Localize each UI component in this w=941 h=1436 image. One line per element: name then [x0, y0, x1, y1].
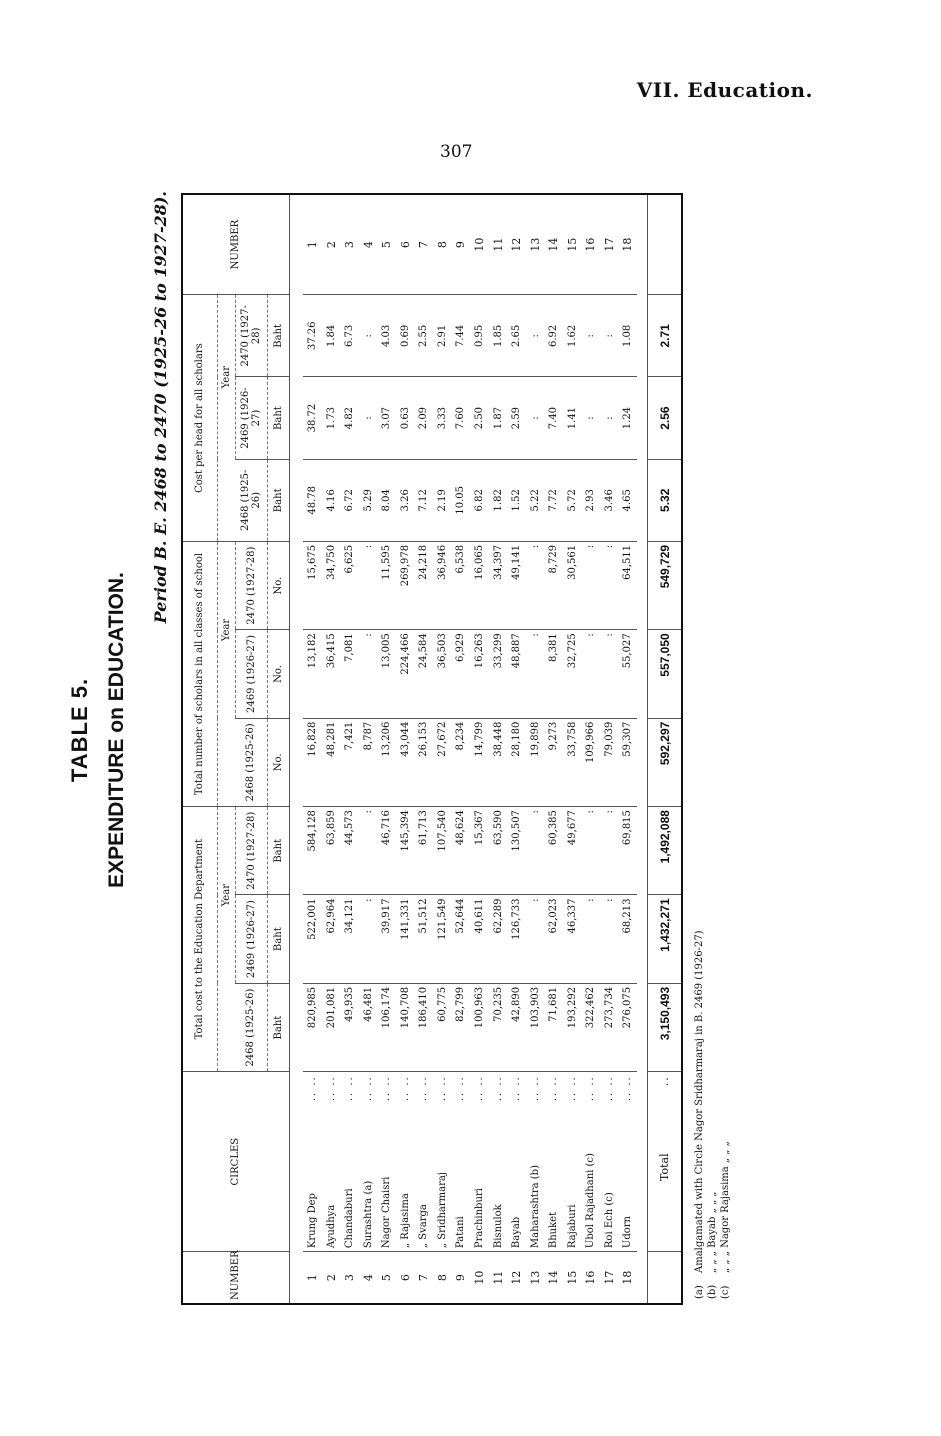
value-cell: 8.04	[378, 459, 397, 541]
value-cell: :	[600, 541, 619, 629]
table-row	[378, 195, 397, 1303]
value-cell: 1.24	[618, 377, 637, 459]
value-cell: 121,549	[433, 895, 452, 983]
value-cell: 6,929	[452, 630, 471, 718]
value-cell: 1.82	[489, 459, 508, 541]
value-cell: 5.22	[526, 459, 545, 541]
value-cell: 106,174	[378, 983, 397, 1071]
footnote-text: Amalgamated with Circle Nagor Sridharmaraj in B. 2469 (1926-27)	[694, 930, 705, 1273]
value-cell: 19,898	[526, 718, 545, 806]
value-cell: :	[359, 295, 378, 377]
value-cell: :	[359, 541, 378, 629]
total-cell: 1,492,088	[648, 807, 681, 895]
value-cell: :	[600, 295, 619, 377]
expenditure-table	[181, 193, 683, 1305]
page-number: 307	[440, 142, 473, 162]
circle-note: (c)	[585, 1153, 597, 1167]
total-number-spacer	[648, 195, 681, 295]
row-number-right: 11	[489, 195, 508, 295]
row-number-right: 13	[526, 195, 545, 295]
table-row	[544, 195, 563, 1303]
row-number-left: 10	[472, 1270, 486, 1285]
value-cell: :	[526, 295, 545, 377]
total-label: Total ..	[648, 1072, 681, 1252]
value-cell: 6.73	[340, 295, 359, 377]
unit-label: Baht	[267, 295, 289, 377]
value-cell: 140,708	[396, 983, 415, 1071]
value-cell: 16,263	[470, 630, 489, 718]
rotated-table-page	[55, 155, 815, 1305]
cost-group-header: Total cost to the Education Department	[183, 807, 217, 1072]
value-cell: 103,903	[526, 983, 545, 1071]
value-cell: 44,573	[340, 807, 359, 895]
row-number-left: 11	[491, 1270, 505, 1285]
circle-name: „ Sridharmaraj .. ..	[433, 1072, 452, 1252]
value-cell: 3.07	[378, 377, 397, 459]
circle-name: „ Svarga .. ..	[415, 1072, 434, 1252]
per-head-2468-header: 2468 (1925-26)	[235, 459, 267, 541]
value-cell: :	[581, 895, 600, 983]
total-cell: 1,432,271	[648, 895, 681, 983]
row-number-right: 7	[415, 195, 434, 295]
value-cell: 6.72	[340, 459, 359, 541]
row-number-left: 2	[324, 1274, 338, 1282]
row-number-right: 12	[507, 195, 526, 295]
value-cell: 9,273	[544, 718, 563, 806]
value-cell: 7.12	[415, 459, 434, 541]
value-cell: 1.85	[489, 295, 508, 377]
value-cell: 130,507	[507, 807, 526, 895]
value-cell: 1.62	[563, 295, 582, 377]
row-number-right: 9	[452, 195, 471, 295]
value-cell: 3.46	[600, 459, 619, 541]
total-cell: 557,050	[648, 630, 681, 718]
value-cell: 2.65	[507, 295, 526, 377]
total-row	[648, 195, 681, 1303]
value-cell: 6.92	[544, 295, 563, 377]
value-cell: 7.44	[452, 295, 471, 377]
footnote	[719, 930, 732, 1299]
value-cell: 37.26	[303, 295, 322, 377]
value-cell: 55,027	[618, 630, 637, 718]
value-cell: 201,081	[322, 983, 341, 1071]
value-cell: 6,538	[452, 541, 471, 629]
table-caption: TABLE 5.	[67, 677, 92, 783]
value-cell: 64,511	[618, 541, 637, 629]
value-cell: :	[526, 541, 545, 629]
year-spacer	[217, 983, 235, 1071]
table-row	[489, 195, 508, 1303]
value-cell: 276,075	[618, 983, 637, 1071]
cost-year-header: Year	[217, 807, 235, 984]
circle-name: Chandaburi .. ..	[340, 1072, 359, 1252]
scholars-year-header: Year	[217, 541, 235, 718]
unit-label: Baht	[267, 895, 289, 983]
value-cell: 2.19	[433, 459, 452, 541]
scholars-2468-header: 2468 (1925-26)	[235, 718, 267, 806]
value-cell: 49,935	[340, 983, 359, 1071]
value-cell: 0.69	[396, 295, 415, 377]
value-cell: :	[600, 807, 619, 895]
total-cell: 592,297	[648, 718, 681, 806]
value-cell: 2.09	[415, 377, 434, 459]
value-cell: 7.72	[544, 459, 563, 541]
value-cell: 33,299	[489, 630, 508, 718]
unit-label: No.	[267, 541, 289, 629]
table-row	[433, 195, 452, 1303]
cost-2469-header: 2469 (1926-27)	[235, 895, 267, 983]
table-title: EXPENDITURE on EDUCATION.	[105, 572, 128, 888]
table-row	[618, 195, 637, 1303]
value-cell: 4.65	[618, 459, 637, 541]
circle-name: Bayab .. ..	[507, 1072, 526, 1252]
value-cell: 7.40	[544, 377, 563, 459]
table-row	[507, 195, 526, 1303]
value-cell: 38.72	[303, 377, 322, 459]
value-cell: 13,005	[378, 630, 397, 718]
value-cell: 36,415	[322, 630, 341, 718]
unit-label: Baht	[267, 807, 289, 895]
footnote-mark: (c)	[720, 1285, 731, 1299]
table-body	[289, 195, 648, 1303]
table-row	[470, 195, 489, 1303]
circle-name: Roi Ech (c) .. ..	[600, 1072, 619, 1252]
row-number-left: 12	[510, 1270, 524, 1285]
unit-label: Baht	[267, 983, 289, 1071]
value-cell: 1.52	[507, 459, 526, 541]
value-cell: 1.41	[563, 377, 582, 459]
row-number-left: 14	[547, 1270, 561, 1285]
value-cell: 13,182	[303, 630, 322, 718]
value-cell: 62,289	[489, 895, 508, 983]
year-spacer	[217, 718, 235, 806]
value-cell: 15,367	[470, 807, 489, 895]
value-cell: 1.08	[618, 295, 637, 377]
value-cell: :	[359, 895, 378, 983]
row-number-left: 7	[417, 1274, 431, 1282]
total-cell: 2.56	[648, 377, 681, 459]
value-cell: 2.59	[507, 377, 526, 459]
total-cell: 5.32	[648, 459, 681, 541]
value-cell: 70,235	[489, 983, 508, 1071]
value-cell: :	[526, 895, 545, 983]
value-cell: 2.91	[433, 295, 452, 377]
row-number-left: 13	[528, 1270, 542, 1285]
value-cell: 68,213	[618, 895, 637, 983]
value-cell: 59,307	[618, 718, 637, 806]
footnote	[693, 930, 706, 1299]
value-cell: 26,153	[415, 718, 434, 806]
table-row	[322, 195, 341, 1303]
value-cell: 522,001	[303, 895, 322, 983]
value-cell: 16,828	[303, 718, 322, 806]
value-cell: 49,141	[507, 541, 526, 629]
table-row	[600, 195, 619, 1303]
value-cell: 48,887	[507, 630, 526, 718]
value-cell: 34,397	[489, 541, 508, 629]
value-cell: 224,466	[396, 630, 415, 718]
circle-name: Ayudhya .. ..	[322, 1072, 341, 1252]
value-cell: 4.03	[378, 295, 397, 377]
value-cell: 100,963	[470, 983, 489, 1071]
number-header-right: NUMBER	[183, 195, 289, 295]
circle-name: Bhuket .. ..	[544, 1072, 563, 1252]
row-number-right: 14	[544, 195, 563, 295]
value-cell: 34,121	[340, 895, 359, 983]
row-number-right: 17	[600, 195, 619, 295]
value-cell: :	[600, 377, 619, 459]
value-cell: 5.29	[359, 459, 378, 541]
value-cell: 27,672	[433, 718, 452, 806]
circle-name: „ Rajasima .. ..	[396, 1072, 415, 1252]
value-cell: 43,044	[396, 718, 415, 806]
per-head-group-header: Cost per head for all scholars	[183, 295, 217, 542]
value-cell: 2.55	[415, 295, 434, 377]
value-cell: :	[526, 807, 545, 895]
circles-header: CIRCLES	[183, 1072, 289, 1252]
value-cell: 39,917	[378, 895, 397, 983]
footnote-text: „ „ „ Bayab „ „ „	[707, 1191, 718, 1273]
circle-name: Ubol Rajadhani (c) .. ..	[581, 1072, 600, 1252]
value-cell: 52,644	[452, 895, 471, 983]
table-row	[396, 195, 415, 1303]
value-cell: 3.26	[396, 459, 415, 541]
row-number-right: 4	[359, 195, 378, 295]
value-cell: 820,985	[303, 983, 322, 1071]
value-cell: :	[581, 630, 600, 718]
row-number-left: 6	[398, 1274, 412, 1282]
per-head-2469-header: 2469 (1926-27)	[235, 377, 267, 459]
row-number-right: 15	[563, 195, 582, 295]
value-cell: 5.72	[563, 459, 582, 541]
value-cell: 126,733	[507, 895, 526, 983]
section-heading: VII. Education.	[636, 78, 813, 102]
value-cell: 0.63	[396, 377, 415, 459]
value-cell: 82,799	[452, 983, 471, 1071]
value-cell: 32,725	[563, 630, 582, 718]
value-cell: 42,890	[507, 983, 526, 1071]
cost-2470-header: 2470 (1927-28)	[235, 807, 267, 895]
total-marker	[648, 1252, 681, 1303]
circle-name: Maharashtra (b) .. ..	[526, 1072, 545, 1252]
row-number-right: 16	[581, 195, 600, 295]
value-cell: 46,481	[359, 983, 378, 1071]
value-cell: 48.78	[303, 459, 322, 541]
value-cell: 1.84	[322, 295, 341, 377]
row-number-left: 8	[435, 1274, 449, 1282]
footnote-text: „ „ „ Nagor Rajasima „ „ „	[720, 1141, 731, 1273]
value-cell: 61,713	[415, 807, 434, 895]
value-cell: 15,675	[303, 541, 322, 629]
unit-label: Baht	[267, 459, 289, 541]
unit-label: No.	[267, 718, 289, 806]
value-cell: 30,561	[563, 541, 582, 629]
value-cell: 24,218	[415, 541, 434, 629]
value-cell: 7.60	[452, 377, 471, 459]
value-cell: :	[359, 807, 378, 895]
value-cell: 11,595	[378, 541, 397, 629]
value-cell: :	[600, 895, 619, 983]
row-number-right: 3	[340, 195, 359, 295]
value-cell: :	[600, 630, 619, 718]
value-cell: 40,611	[470, 895, 489, 983]
value-cell: 4.16	[322, 459, 341, 541]
circle-name: Surashtra (a) .. ..	[359, 1072, 378, 1252]
row-number-right: 18	[618, 195, 637, 295]
unit-label: Baht	[267, 377, 289, 459]
value-cell: 4.82	[340, 377, 359, 459]
circle-name: Rajaburi .. ..	[563, 1072, 582, 1252]
table-row	[526, 195, 545, 1303]
table-row	[303, 195, 322, 1303]
value-cell: 69,815	[618, 807, 637, 895]
row-number-right: 5	[378, 195, 397, 295]
circle-note: (c)	[603, 1192, 615, 1206]
value-cell: 584,128	[303, 807, 322, 895]
value-cell: 8,787	[359, 718, 378, 806]
row-number-left: 5	[380, 1274, 394, 1282]
value-cell: 34,750	[322, 541, 341, 629]
scholars-2469-header: 2469 (1926-27)	[235, 630, 267, 718]
table-row	[581, 195, 600, 1303]
value-cell: 322,462	[581, 983, 600, 1071]
value-cell: 186,410	[415, 983, 434, 1071]
period-heading: Period B. E. 2468 to 2470 (1925-26 to 1927-28).	[151, 191, 170, 624]
row-number-left: 18	[621, 1270, 635, 1285]
value-cell: 24,584	[415, 630, 434, 718]
table-row	[563, 195, 582, 1303]
row-number-left: 3	[343, 1274, 357, 1282]
value-cell: 62,964	[322, 895, 341, 983]
table-row	[340, 195, 359, 1303]
value-cell: 10.05	[452, 459, 471, 541]
value-cell: 145,394	[396, 807, 415, 895]
circle-note: (b)	[529, 1165, 541, 1180]
row-number-left: 1	[306, 1274, 320, 1282]
cost-2468-header: 2468 (1925-26)	[235, 983, 267, 1071]
value-cell: 1.87	[489, 377, 508, 459]
value-cell: 46,716	[378, 807, 397, 895]
value-cell: 60,775	[433, 983, 452, 1071]
value-cell: 0.95	[470, 295, 489, 377]
value-cell: 36,503	[433, 630, 452, 718]
value-cell: 63,590	[489, 807, 508, 895]
value-cell: 46,337	[563, 895, 582, 983]
value-cell: 141,331	[396, 895, 415, 983]
total-cell: 3,150,493	[648, 983, 681, 1071]
circle-name: Udorn .. ..	[618, 1072, 637, 1252]
value-cell: 273,734	[600, 983, 619, 1071]
circle-name: Bisnulok .. ..	[489, 1072, 508, 1252]
value-cell: :	[526, 377, 545, 459]
value-cell: 2.50	[470, 377, 489, 459]
row-number-right: 2	[322, 195, 341, 295]
circle-name: Nagor Chaisri .. ..	[378, 1072, 397, 1252]
value-cell: 269,978	[396, 541, 415, 629]
value-cell: 48,624	[452, 807, 471, 895]
footnote-mark: (a)	[694, 1285, 705, 1299]
value-cell: 3.33	[433, 377, 452, 459]
value-cell: :	[581, 807, 600, 895]
row-number-left: 15	[565, 1270, 579, 1285]
value-cell: 1.73	[322, 377, 341, 459]
footnote	[706, 930, 719, 1299]
value-cell: 38,448	[489, 718, 508, 806]
per-head-year-header: Year	[217, 295, 235, 459]
value-cell: :	[359, 630, 378, 718]
table-row	[359, 195, 378, 1303]
row-number-left: 4	[361, 1274, 375, 1282]
value-cell: 7,421	[340, 718, 359, 806]
table-row	[415, 195, 434, 1303]
value-cell: :	[581, 541, 600, 629]
value-cell: 8,234	[452, 718, 471, 806]
year-spacer	[217, 459, 235, 541]
footnotes	[693, 930, 732, 1299]
unit-label: No.	[267, 630, 289, 718]
row-number-right: 1	[303, 195, 322, 295]
value-cell: 60,385	[544, 807, 563, 895]
value-cell: 33,758	[563, 718, 582, 806]
value-cell: 28,180	[507, 718, 526, 806]
row-number-right: 6	[396, 195, 415, 295]
row-number-right: 8	[433, 195, 452, 295]
value-cell: 107,540	[433, 807, 452, 895]
value-cell: 13,206	[378, 718, 397, 806]
table-row	[452, 195, 471, 1303]
value-cell: :	[526, 630, 545, 718]
value-cell: 7,081	[340, 630, 359, 718]
value-cell: :	[581, 377, 600, 459]
circle-name: Patani .. ..	[452, 1072, 471, 1252]
value-cell: 6.82	[470, 459, 489, 541]
total-cell: 2.71	[648, 295, 681, 377]
value-cell: 109,966	[581, 718, 600, 806]
total-cell: 549,729	[648, 541, 681, 629]
row-number-left: 16	[584, 1270, 598, 1285]
value-cell: 63,859	[322, 807, 341, 895]
value-cell: 193,292	[563, 983, 582, 1071]
value-cell: 8,729	[544, 541, 563, 629]
number-header-left: NUMBER	[183, 1252, 289, 1303]
value-cell: 71,681	[544, 983, 563, 1071]
value-cell: 16,065	[470, 541, 489, 629]
scholars-group-header: Total number of scholars in all classes of school	[183, 541, 217, 806]
value-cell: :	[359, 377, 378, 459]
row-number-left: 9	[454, 1274, 468, 1282]
value-cell: 62,023	[544, 895, 563, 983]
value-cell: 51,512	[415, 895, 434, 983]
per-head-2470-header: 2470 (1927-28)	[235, 295, 267, 377]
value-cell: 36,946	[433, 541, 452, 629]
circle-note: (a)	[362, 1180, 374, 1195]
value-cell: 6,625	[340, 541, 359, 629]
value-cell: 49,677	[563, 807, 582, 895]
scholars-2470-header: 2470 (1927-28)	[235, 541, 267, 629]
row-number-right: 10	[470, 195, 489, 295]
circle-name: Krung Dep .. ..	[303, 1072, 322, 1252]
value-cell: 8,381	[544, 630, 563, 718]
row-number-left: 17	[602, 1270, 616, 1285]
value-cell: 79,039	[600, 718, 619, 806]
value-cell: 14,799	[470, 718, 489, 806]
value-cell: :	[581, 295, 600, 377]
circle-name: Prachinburi .. ..	[470, 1072, 489, 1252]
value-cell: 48,281	[322, 718, 341, 806]
footnote-mark: (b)	[707, 1284, 718, 1299]
value-cell: 2.93	[581, 459, 600, 541]
